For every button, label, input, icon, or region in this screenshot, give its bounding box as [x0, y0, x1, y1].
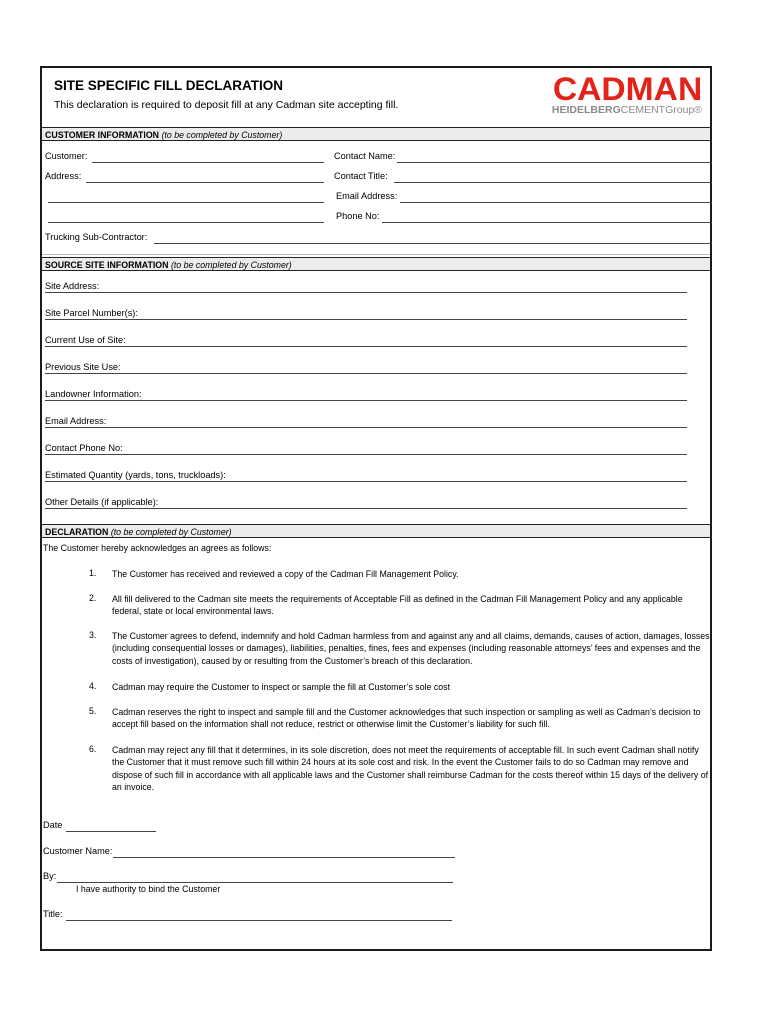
customer-name-label: Customer Name:: [43, 846, 113, 856]
source-section-heading: SOURCE SITE INFORMATION: [45, 260, 171, 270]
title-field[interactable]: [66, 920, 452, 921]
contact-phone-field[interactable]: [45, 454, 687, 455]
cadman-logo: [534, 73, 702, 119]
previous-use-field[interactable]: [45, 373, 687, 374]
contact-title-label: Contact Title:: [334, 171, 388, 181]
list-item-number: 1.: [89, 568, 97, 578]
list-item: Cadman reserves the right to inspect and sample fill and the Customer acknowledges that such inspection or sampling as well as Cadman’s decision to accept fill based on the information shall not reduce, restrict or otherwise limit the Customer’s liability for such fill.: [112, 707, 701, 730]
trucking-label: Trucking Sub-Contractor:: [45, 232, 148, 242]
address-label: Address:: [45, 171, 82, 181]
phone-field[interactable]: [382, 222, 712, 223]
email-label: Email Address:: [336, 191, 398, 201]
logo-wordmark: CADMAN: [552, 71, 702, 107]
declaration-section-header: [42, 524, 710, 538]
landowner-field[interactable]: [45, 400, 687, 401]
site-address-field[interactable]: [45, 292, 687, 293]
contact-name-field[interactable]: [397, 162, 712, 163]
logo-tagline-bold: HEIDELBERG: [551, 104, 621, 116]
list-item-number: 2.: [89, 593, 97, 603]
address-field-3[interactable]: [48, 222, 324, 223]
email-field[interactable]: [400, 202, 712, 203]
source-email-field[interactable]: [45, 427, 687, 428]
signature-field[interactable]: [57, 882, 453, 883]
list-item: The Customer agrees to defend, indemnify and hold Cadman harmless from and against any and all claims, demands, causes of action, damages, losses (including consequential losses or damages), liabilities, penalties, fines, fees and expenses (including reasonable attorneys’ fees and expenses and the costs of investigation), caused by or resulting from the Customer’s breach of this declaration.: [112, 631, 710, 666]
date-field[interactable]: [66, 831, 156, 832]
list-item: All fill delivered to the Cadman site meets the requirements of Acceptable Fill as defined in the Cadman Fill Management Policy and any applicable federal, state or local environmental laws.: [112, 594, 683, 617]
declaration-section-heading: DECLARATION: [45, 527, 111, 537]
site-address-label: Site Address:: [45, 281, 100, 291]
customer-section-divider: [42, 254, 710, 255]
by-label: By:: [43, 871, 57, 881]
source-section-header: [42, 257, 710, 271]
list-item-number: 4.: [89, 681, 97, 691]
logo-tagline: [552, 104, 702, 116]
contact-title-field[interactable]: [394, 182, 712, 183]
address-field-2[interactable]: [48, 202, 324, 203]
authority-note: I have authority to bind the Customer: [76, 884, 221, 894]
customer-section-heading: CUSTOMER INFORMATION: [45, 130, 162, 140]
contact-phone-label: Contact Phone No:: [45, 443, 123, 453]
form-subtitle: This declaration is required to deposit fill at any Cadman site accepting fill.: [54, 99, 399, 111]
declaration-intro: The Customer hereby acknowledges an agrees as follows:: [43, 543, 272, 553]
previous-use-label: Previous Site Use:: [45, 362, 121, 372]
declaration-section-note: (to be completed by Customer): [110, 527, 232, 537]
site-parcel-field[interactable]: [45, 319, 687, 320]
address-field-1[interactable]: [86, 182, 324, 183]
form-title: SITE SPECIFIC FILL DECLARATION: [54, 78, 284, 93]
logo-tagline-rest: CEMENTGroup: [620, 104, 695, 116]
phone-label: Phone No:: [336, 211, 380, 221]
trucking-field[interactable]: [154, 243, 712, 244]
customer-label: Customer:: [45, 151, 88, 161]
quantity-field[interactable]: [45, 481, 687, 482]
list-item: Cadman may reject any fill that it determines, in its sole discretion, does not meet the requirements of acceptable fill. In such event Cadman shall notify the Customer that it must remove such fill within 24 hours at its sole cost and risk. In the event the Customer fails to do so Cadman may remove and dispose of such fill in accordance with all applicable laws and the Customer shall reimburse Cadman for the costs thereof within 15 days of the delivery of an invoice.: [112, 745, 709, 792]
list-item-number: 5.: [89, 706, 97, 716]
customer-field[interactable]: [92, 162, 324, 163]
other-details-label: Other Details (if applicable):: [45, 497, 159, 507]
customer-name-field[interactable]: [113, 857, 455, 858]
source-section-note: (to be completed by Customer): [170, 260, 292, 270]
list-item-number: 3.: [89, 630, 97, 640]
date-label: Date: [43, 820, 63, 830]
landowner-label: Landowner Information:: [45, 389, 142, 399]
title-label: Title:: [43, 909, 63, 919]
list-item-number: 6.: [89, 744, 97, 754]
other-details-field[interactable]: [45, 508, 687, 509]
list-item: Cadman may require the Customer to inspect or sample the fill at Customer’s sole cost: [112, 682, 451, 692]
customer-section-header: [42, 127, 710, 141]
contact-name-label: Contact Name:: [334, 151, 396, 161]
list-item: The Customer has received and reviewed a copy of the Cadman Fill Management Policy.: [112, 569, 459, 579]
site-parcel-label: Site Parcel Number(s):: [45, 308, 138, 318]
current-use-field[interactable]: [45, 346, 687, 347]
fill-declaration-form: [40, 66, 712, 951]
customer-section-note: (to be completed by Customer): [161, 130, 283, 140]
logo-registered-mark: ®: [694, 104, 702, 116]
source-email-label: Email Address:: [45, 416, 107, 426]
quantity-label: Estimated Quantity (yards, tons, truckloads):: [45, 470, 226, 480]
current-use-label: Current Use of Site:: [45, 335, 126, 345]
